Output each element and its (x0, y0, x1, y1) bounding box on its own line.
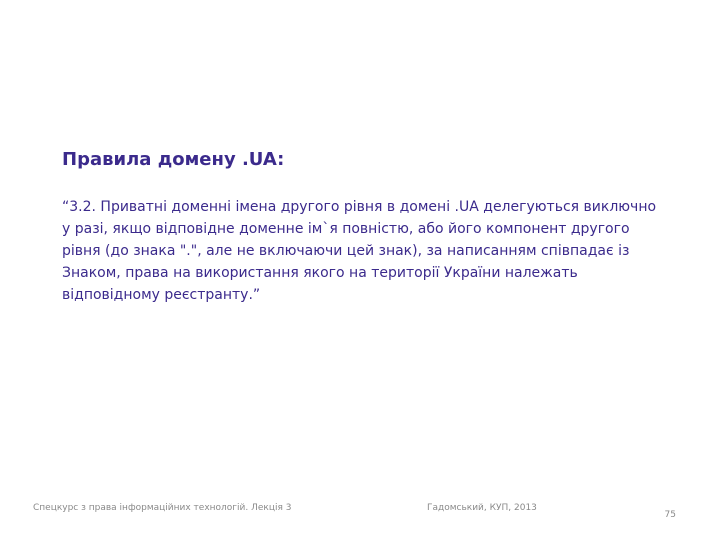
page-number: 75 (664, 510, 676, 520)
slide-heading: Правила домену .UA: (62, 149, 285, 170)
slide-body-text: “3.2. Приватні доменні імена другого рівня в домені .UA делегуються виключно у разі, якщо відповідне доменне ім`я повністю, або його компонент другого рівня (до знака ".", але не включаючи цей знак), за написанням співпадає із Знаком, права на використання якого на території України належать відповідному реєстранту.” (62, 199, 657, 303)
footer-course-label: Спецкурс з права інформаційних технологій. Лекція 3 (33, 503, 292, 513)
footer-author-label: Гадомський, КУП, 2013 (427, 503, 537, 513)
